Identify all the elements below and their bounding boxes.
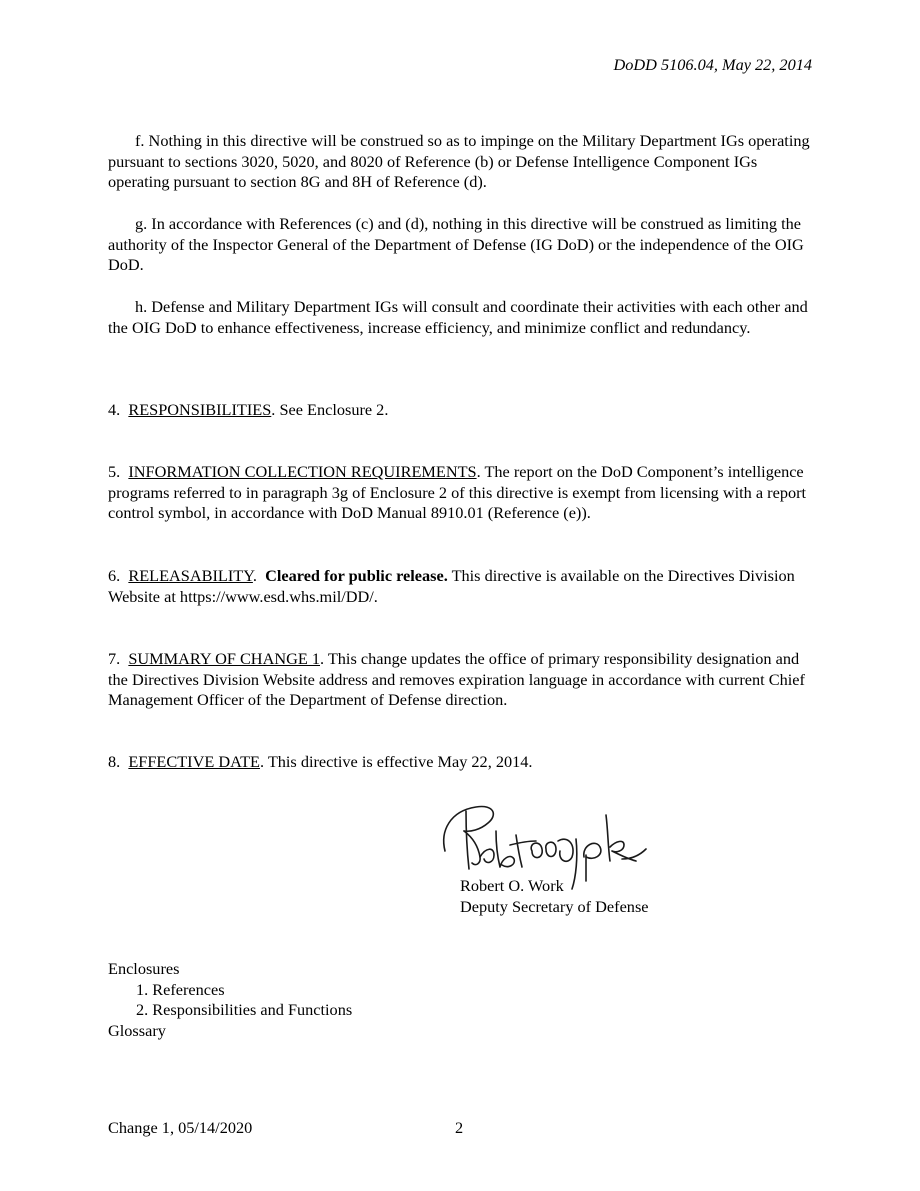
section-text: . See Enclosure 2.: [271, 400, 389, 419]
enclosures-list: [108, 959, 352, 1042]
signer-title: Deputy Secretary of Defense: [460, 896, 649, 916]
section-number: 6.: [108, 566, 121, 585]
footer-change-note: Change 1, 05/14/2020: [108, 1118, 253, 1137]
section-information-collection: [108, 462, 820, 524]
document-header: DoDD 5106.04, May 22, 2014: [613, 55, 812, 74]
section-summary-of-change: [108, 649, 820, 711]
section-responsibilities: [108, 400, 820, 421]
section-number: 5.: [108, 462, 121, 481]
footer-page-number: 2: [455, 1118, 464, 1137]
section-number: 7.: [108, 649, 121, 668]
paragraph-g: g. In accordance with References (c) and (d), nothing in this directive will be construed as limiting the authority of the Inspector General of the Department of Defense (IG DoD) or the independence of the OIG DoD.: [108, 214, 804, 275]
enclosure-item: 2. Responsibilities and Functions: [136, 1000, 353, 1020]
enclosure-item: 1. References: [136, 979, 225, 999]
public-release-statement: Cleared for public release.: [265, 566, 448, 585]
enclosures-label: Enclosures: [108, 959, 180, 978]
section-text: . This change updates the office of primary responsibility designation and the Directives Division Website address and removes expiration language in accordance with current Chief Management Officer of the Department of Defense direction.: [108, 649, 805, 710]
section-heading: RELEASABILITY: [128, 566, 253, 585]
section-text: This directive is available on the Directives Division Website at https://www.esd.whs.mil/DD/.: [108, 566, 795, 606]
paragraph-h: h. Defense and Military Department IGs will consult and coordinate their activities with each other and the OIG DoD to enhance effectiveness, increase efficiency, and minimize conflict and redundancy.: [108, 297, 808, 337]
section-number: 4.: [108, 400, 121, 419]
signer-name: Robert O. Work: [460, 876, 564, 895]
paragraph-f: f. Nothing in this directive will be construed so as to impinge on the Military Department IGs operating pursuant to sections 3020, 5020, and 8020 of Reference (b) or Defense Intelligence Component IGs operating pursuant to section 8G and 8H of Reference (d).: [108, 131, 810, 192]
section-number: 8.: [108, 752, 121, 771]
section-heading: EFFECTIVE DATE: [128, 752, 260, 771]
section-heading: SUMMARY OF CHANGE 1: [128, 649, 320, 668]
section-text: . The report on the DoD Component’s intelligence programs referred to in paragraph 3g of Enclosure 2 of this directive is exempt from licensing with a report control symbol, in accordance with DoD Manual 8910.01 (Reference (e)).: [108, 462, 807, 523]
glossary-label: Glossary: [108, 1021, 166, 1041]
section-effective-date: [108, 752, 820, 773]
section-heading: RESPONSIBILITIES: [128, 400, 272, 419]
section-text: . This directive is effective May 22, 2014.: [259, 752, 533, 771]
section-heading: INFORMATION COLLECTION REQUIREMENTS: [128, 462, 477, 481]
section-releasability: 6. RELEASABILITY. Cleared for public release. This directive is available on the Directives Division Website at https://www.esd.whs.mil/DD/.: [108, 566, 795, 606]
signature-block: [460, 876, 649, 917]
